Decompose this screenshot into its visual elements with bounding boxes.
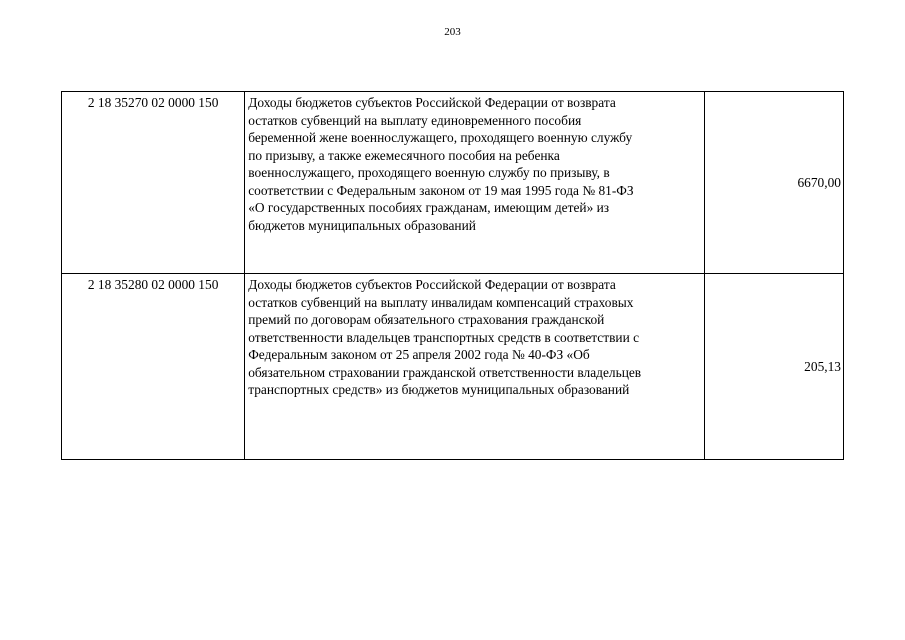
- description-line: остатков субвенций на выплату единовременного пособия: [248, 112, 582, 128]
- description-line: обязательном страховании гражданской ответственности владельцев: [248, 364, 642, 380]
- table-row: [62, 274, 844, 460]
- description-line: премий по договорам обязательного страхования гражданской: [248, 312, 605, 327]
- budget-code-cell: 2 18 35270 02 0000 150: [62, 92, 245, 274]
- description-line: «О государственных пособиях гражданам, имеющим детей» из: [248, 200, 610, 215]
- budget-code-cell: 2 18 35280 02 0000 150: [62, 274, 245, 460]
- description-line: Доходы бюджетов субъектов Российской Федерации от возврата: [248, 95, 616, 110]
- page-number: 203: [444, 26, 461, 38]
- description-line: Доходы бюджетов субъектов Российской Федерации от возврата: [248, 277, 616, 292]
- description-line: беременной жене военнослужащего, проходящего военную службу: [248, 130, 633, 145]
- amount-cell: 205,13: [704, 274, 843, 460]
- description-line: ответственности владельцев транспортных средств в соответствии с: [248, 329, 640, 345]
- description-line: остатков субвенций на выплату инвалидам компенсаций страховых: [248, 294, 634, 310]
- description-line: Федеральным законом от 25 апреля 2002 года № 40-ФЗ «Об: [248, 347, 590, 362]
- table-row: [62, 92, 844, 274]
- description-line: транспортных средств» из бюджетов муниципальных образований: [248, 382, 630, 397]
- description-line: бюджетов муниципальных образований: [248, 217, 476, 233]
- description-line: военнослужащего, проходящего военную службу по призыву, в: [248, 165, 610, 180]
- description-line: по призыву, а также ежемесячного пособия на ребенка: [248, 147, 560, 163]
- description-cell: [245, 274, 705, 460]
- description-line: соответствии с Федеральным законом от 19 мая 1995 года № 81-ФЗ: [248, 182, 634, 198]
- budget-income-table: [61, 91, 844, 460]
- amount-cell: 6670,00: [704, 92, 843, 274]
- description-cell: [245, 92, 705, 274]
